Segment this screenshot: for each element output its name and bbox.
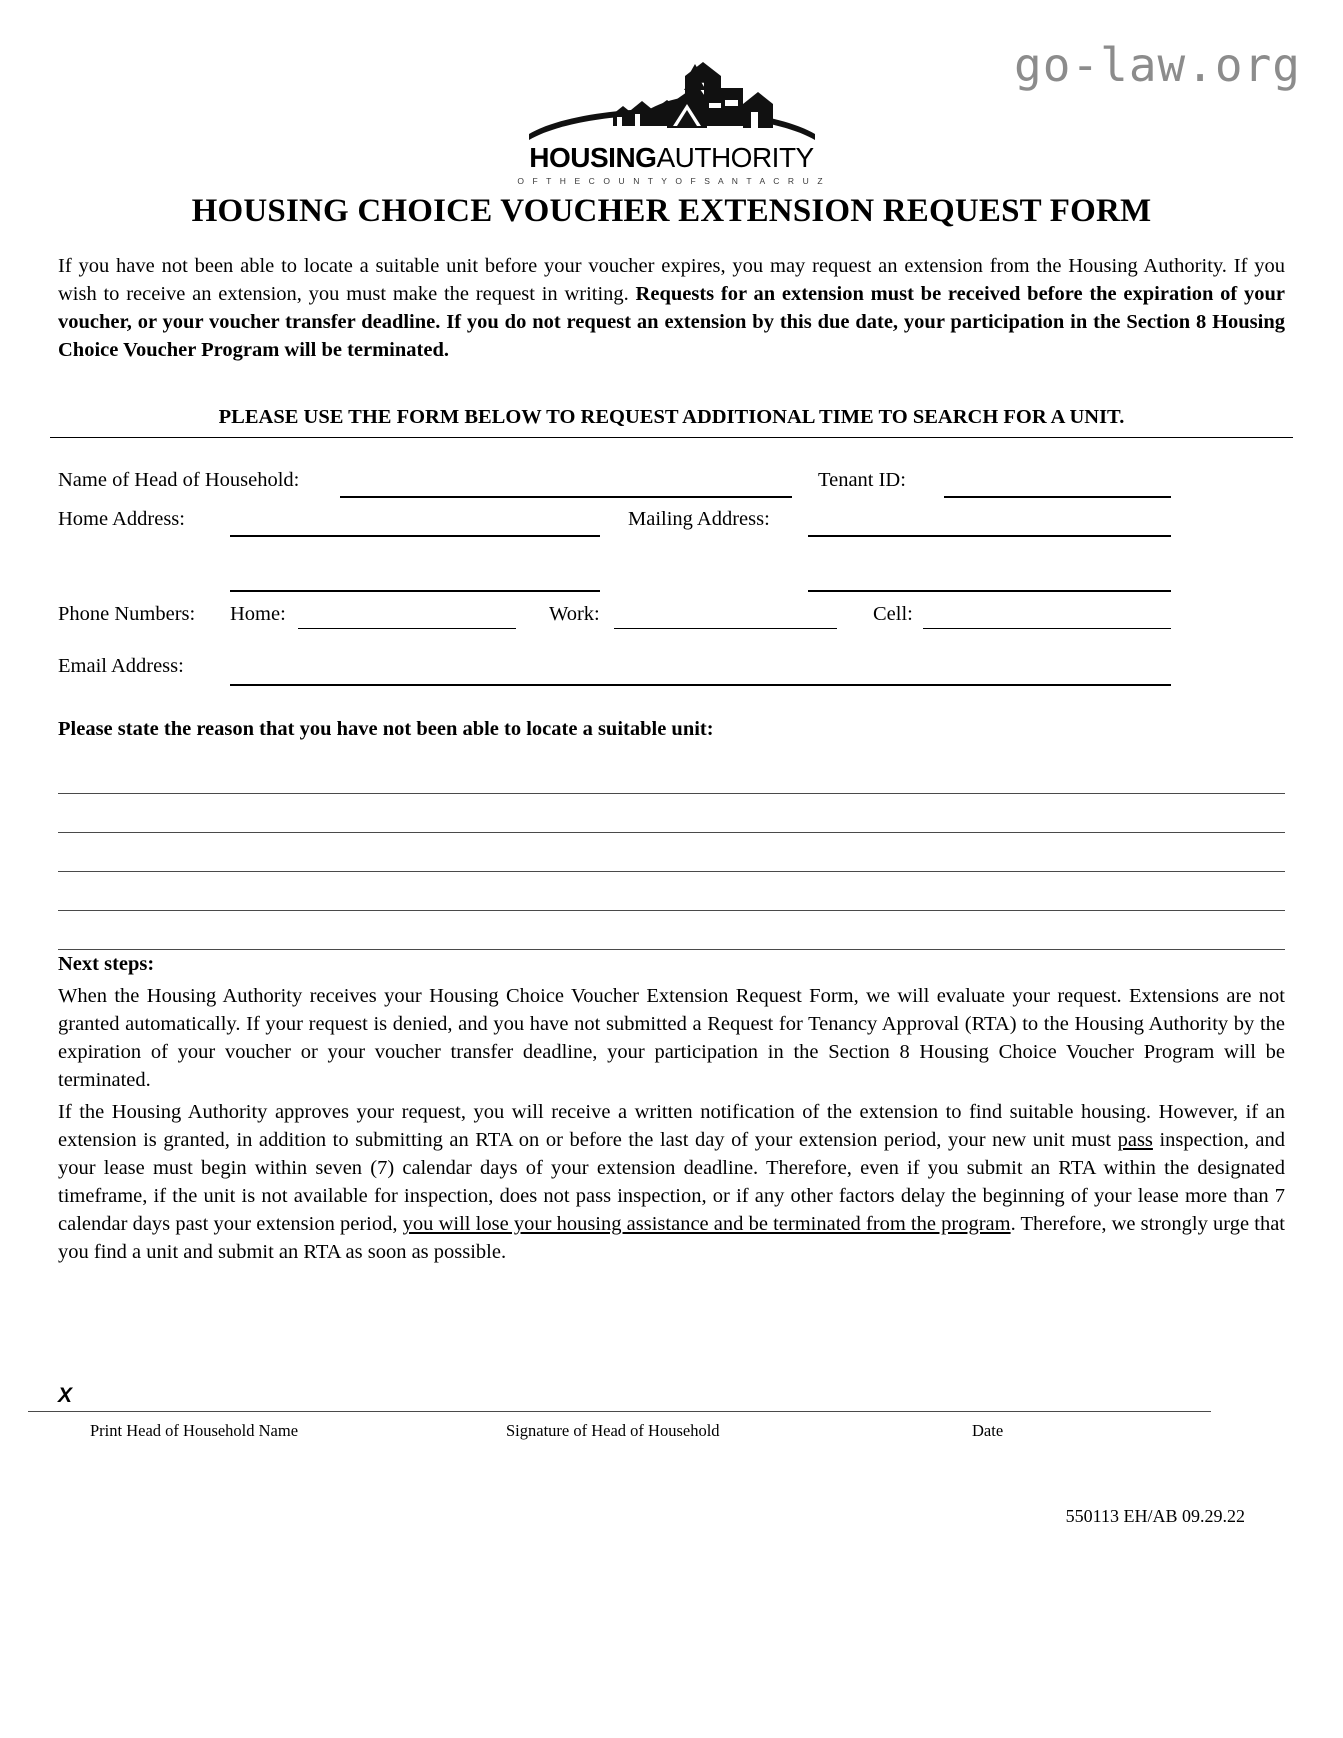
home-phone-input[interactable] <box>298 628 516 629</box>
work-phone-input[interactable] <box>614 628 837 629</box>
mailing-address-input-line2[interactable] <box>808 590 1171 592</box>
cell-phone-input[interactable] <box>923 628 1171 629</box>
signature-caption: Signature of Head of Household <box>506 1421 720 1440</box>
p2-underline-warning: you will lose your housing assistance and be terminated from the program <box>402 1213 1011 1236</box>
p2-text-a: If the Housing Authority approves your request, you will receive a written notification of the extension to find suitable housing. However, if an extension is granted, in addition to submitting an RTA on or before the last day of your extension period, your new unit must <box>58 1101 1285 1152</box>
tenant-id-input[interactable] <box>944 496 1171 498</box>
form-fields <box>58 466 1285 677</box>
p2-text-c: . Therefore, we strongly urge that you find a unit and submit an RTA as soon as possible. <box>58 1213 1286 1264</box>
form-row-phones <box>58 600 1285 639</box>
next-steps-paragraph-1: When the Housing Authority receives your Housing Choice Voucher Extension Request Form, we will evaluate your request. Extensions are not granted automatically. If your request is denied, and you have not submitted a Request for Tenancy Approval (RTA) to the Housing Authority by the expiration of your voucher or your voucher transfer deadline, your participation in the Section 8 Housing Choice Voucher Program will be terminated. <box>58 985 1285 1092</box>
house-hill-logo-icon <box>527 48 817 148</box>
logo-wordmark <box>529 144 813 172</box>
intro-text-regular: If you have not been able to locate a suitable unit before your voucher expires, you may request an extension from the Housing Authority. If you wish to receive an extension, you must make the request in writing. <box>58 255 1285 306</box>
logo-subtitle: O F T H E C O U N T Y O F S A N T A C R U Z <box>517 176 826 186</box>
reason-line[interactable] <box>58 755 1285 794</box>
next-steps-heading: Next steps: <box>58 953 155 975</box>
signature-divider <box>28 1411 1211 1412</box>
watermark-go-law: go-law.org <box>1014 38 1301 92</box>
footer-form-code: 550113 EH/AB 09.29.22 <box>1065 1506 1245 1526</box>
instruction-divider <box>50 437 1293 438</box>
name-of-head-of-household-input[interactable] <box>340 496 792 498</box>
form-instruction-heading: PLEASE USE THE FORM BELOW TO REQUEST ADDITIONAL TIME TO SEARCH FOR A UNIT. <box>218 406 1125 428</box>
signature-x-mark: X <box>58 1384 73 1407</box>
signature-captions <box>28 1415 1211 1441</box>
form-row-email <box>58 639 1285 677</box>
home-phone-label: Home: <box>230 603 286 625</box>
p2-underline-pass: pass <box>1117 1129 1153 1152</box>
p2-text-b: inspection, and your lease must begin within seven (7) calendar days of your extension deadline. Therefore, even if you submit an RTA within the designated timeframe, if the unit is not available for inspection, does not pass inspection, or if any other factors delay the beginning of your lease more than 7 calendar days past your extension period, <box>58 1129 1285 1236</box>
form-row-name <box>58 466 1285 505</box>
home-address-input-line2[interactable] <box>230 590 600 592</box>
cell-phone-label: Cell: <box>873 603 913 625</box>
reason-line[interactable] <box>58 872 1285 911</box>
next-steps-paragraph-2 <box>58 1098 1285 1266</box>
tenant-id-label: Tenant ID: <box>818 469 906 491</box>
email-address-label: Email Address: <box>58 655 184 677</box>
intro-text-bold: Requests for an extension must be received before the expiration of your voucher, or your voucher transfer deadline. If you do not request an extension by this due date, your participation in the Section 8 Housing Choice Voucher Program will be terminated. <box>58 283 1285 362</box>
print-name-caption: Print Head of Household Name <box>90 1421 299 1440</box>
home-address-input[interactable] <box>230 535 600 537</box>
form-row-address-line2 <box>58 544 1285 600</box>
intro-paragraph <box>58 252 1285 364</box>
date-caption: Date <box>972 1421 1004 1440</box>
reason-heading: Please state the reason that you have not been able to locate a suitable unit: <box>58 718 714 740</box>
housing-authority-logo <box>0 48 1343 186</box>
form-row-address <box>58 505 1285 544</box>
reason-line[interactable] <box>58 833 1285 872</box>
logo-word-authority: AUTHORITY <box>656 142 814 173</box>
logo-word-housing: HOUSING <box>529 142 657 173</box>
reason-answer-area[interactable] <box>58 755 1285 950</box>
mailing-address-input[interactable] <box>808 535 1171 537</box>
mailing-address-label: Mailing Address: <box>628 508 770 530</box>
reason-line[interactable] <box>58 794 1285 833</box>
reason-line[interactable] <box>58 911 1285 950</box>
phone-numbers-label: Phone Numbers: <box>58 603 196 625</box>
name-of-head-of-household-label: Name of Head of Household: <box>58 469 300 491</box>
work-phone-label: Work: <box>549 603 600 625</box>
home-address-label: Home Address: <box>58 508 185 530</box>
page-title: HOUSING CHOICE VOUCHER EXTENSION REQUEST FORM <box>191 193 1152 229</box>
email-address-input[interactable] <box>230 684 1171 686</box>
